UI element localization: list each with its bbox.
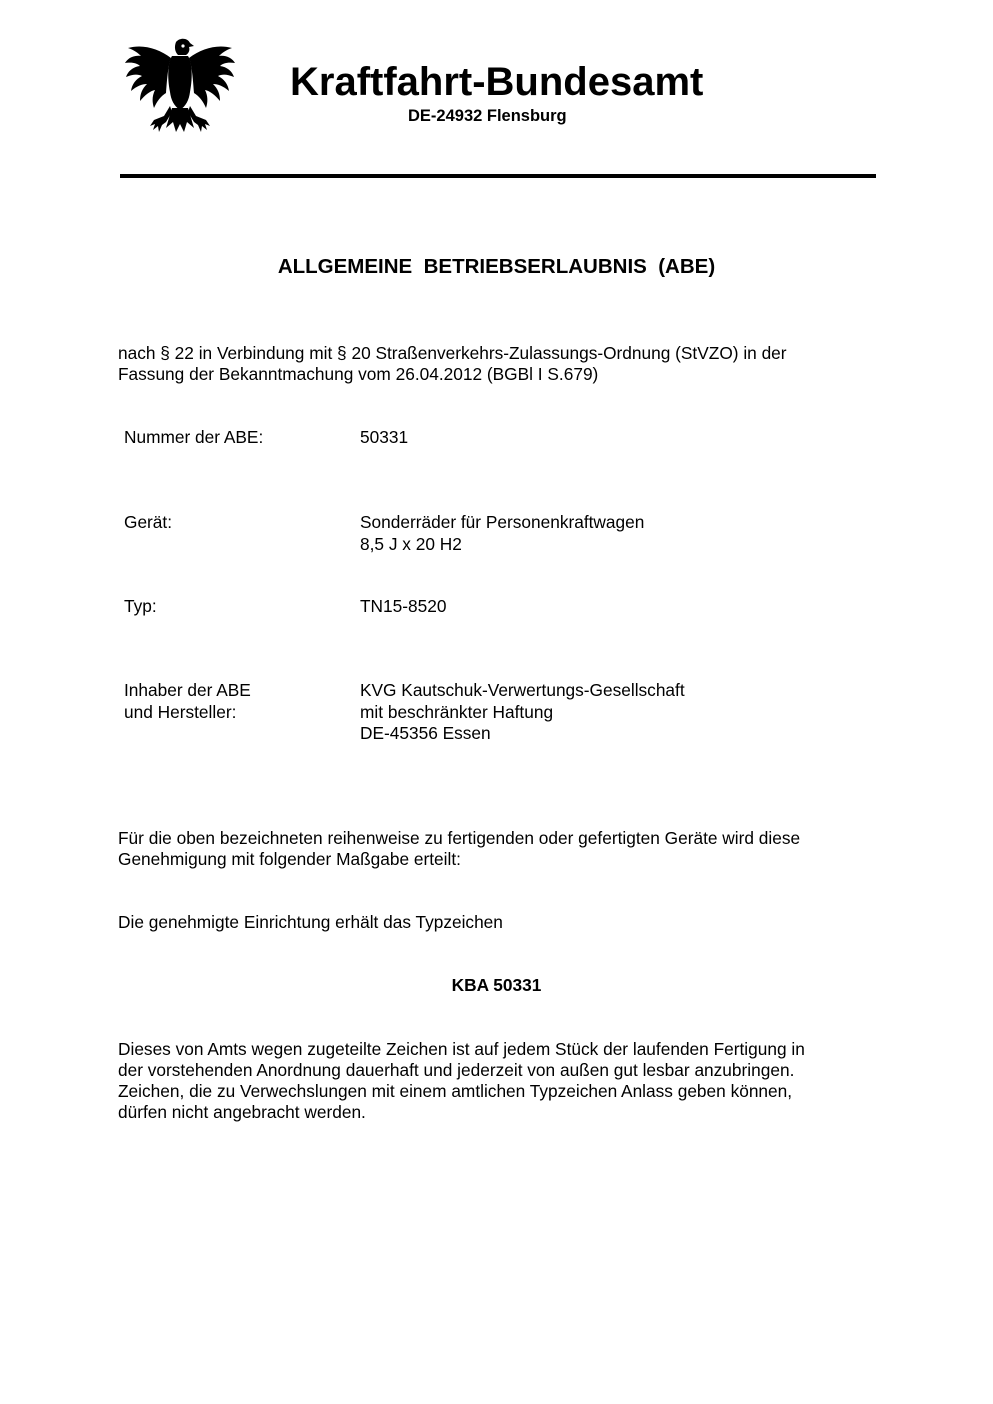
marking-rules-line: der vorstehenden Anordnung dauerhaft und jederzeit von außen gut lesbar anzubringen. (118, 1060, 795, 1080)
legal-basis-paragraph (118, 343, 878, 385)
type-value (360, 596, 446, 618)
approval-line: Für die oben bezeichneten reihenweise zu fertigenden oder gefertigten Geräte wird diese (118, 828, 801, 848)
abe-number-label (124, 427, 263, 449)
org-address: DE-24932 Flensburg (408, 107, 567, 125)
type-label-text: Typ: (124, 596, 157, 616)
abe-number-label-text: Nummer der ABE: (124, 427, 264, 447)
org-name: Kraftfahrt-Bundesamt (290, 60, 704, 104)
device-value (360, 512, 644, 555)
legal-basis-line: nach § 22 in Verbindung mit § 20 Straßenverkehrs-Zulassungs-Ordnung (StVZO) in der (118, 343, 787, 363)
approval-paragraph (118, 828, 878, 870)
device-value-line: 8,5 J x 20 H2 (360, 533, 462, 554)
abe-number-value (360, 427, 408, 449)
holder-value-line: mit beschränkter Haftung (360, 701, 554, 722)
document-title: ALLGEMEINE BETRIEBSERLAUBNIS (ABE) (277, 255, 716, 278)
federal-eagle-icon (124, 36, 236, 140)
approval-line: Genehmigung mit folgender Maßgabe erteilt: (118, 849, 461, 869)
type-mark-intro (118, 912, 878, 933)
type-label (124, 596, 157, 618)
legal-basis-line: Fassung der Bekanntmachung vom 26.04.2012 (BGBl I S.679) (118, 364, 599, 384)
type-mark-intro-line: Die genehmigte Einrichtung erhält das Typzeichen (118, 912, 503, 932)
device-label-text: Gerät: (124, 512, 173, 532)
marking-rules-paragraph (118, 1039, 878, 1123)
holder-label-line: und Hersteller: (124, 701, 237, 722)
marking-rules-line: Zeichen, die zu Verwechslungen mit einem amtlichen Typzeichen Anlass geben können, (118, 1081, 793, 1101)
abe-number-value-line: 50331 (360, 427, 409, 447)
type-value-line: TN15-8520 (360, 596, 447, 616)
holder-value (360, 680, 685, 745)
type-mark: KBA 50331 (451, 975, 542, 995)
device-value-line: Sonderräder für Personenkraftwagen (360, 512, 645, 532)
holder-value-line: KVG Kautschuk-Verwertungs-Gesellschaft (360, 680, 685, 700)
marking-rules-line: dürfen nicht angebracht werden. (118, 1102, 366, 1122)
marking-rules-line: Dieses von Amts wegen zugeteilte Zeichen ist auf jedem Stück der laufenden Fertigung in (118, 1039, 805, 1059)
header-divider (120, 174, 876, 178)
holder-value-line: DE-45356 Essen (360, 723, 491, 743)
holder-label-line: Inhaber der ABE (124, 680, 251, 700)
device-label (124, 512, 172, 534)
holder-label (124, 680, 251, 723)
